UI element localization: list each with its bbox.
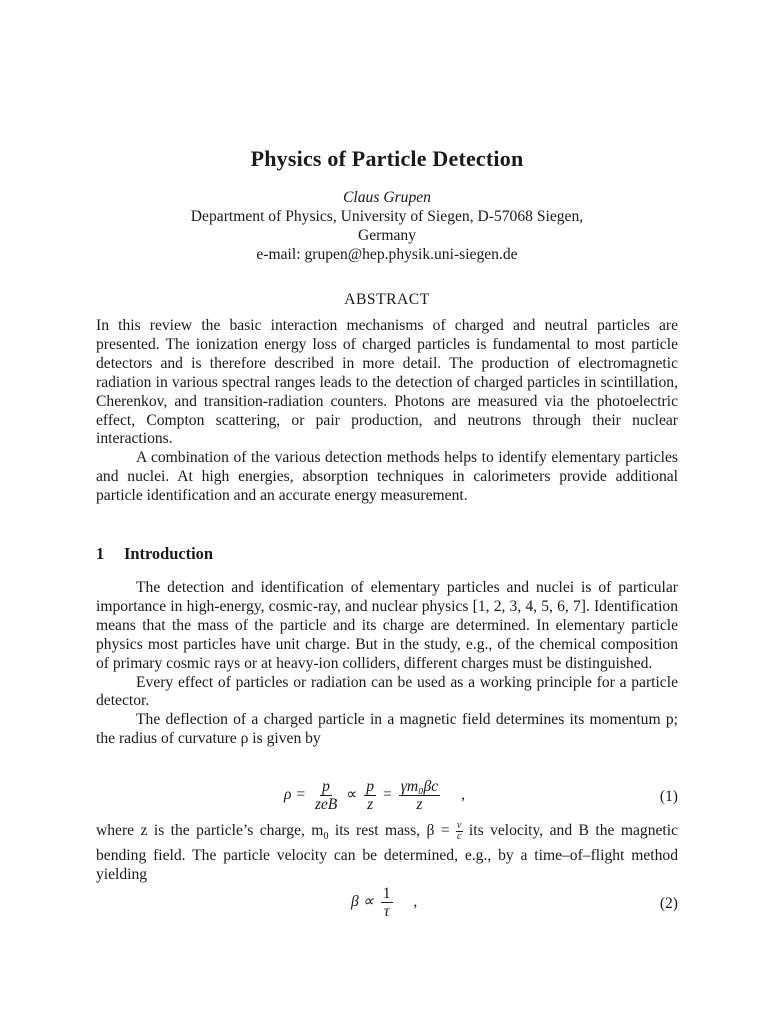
abstract-heading: ABSTRACT	[344, 291, 430, 308]
introduction-body	[96, 579, 678, 749]
eq1-f1-denominator: zeB	[314, 796, 338, 813]
equation-2-number: (2)	[659, 895, 678, 912]
eq2-denominator: τ	[383, 903, 390, 920]
eq2-lhs: β ∝	[351, 893, 374, 911]
eq1-equals: =	[382, 786, 392, 804]
eq1-f2-numerator: p	[366, 778, 375, 795]
para4-part-2: its rest mass, β =	[328, 822, 457, 840]
eq1-proportional: ∝	[346, 786, 358, 804]
m-subscript: 0	[323, 831, 329, 843]
eq1-fraction-2	[364, 778, 376, 813]
intro-paragraph-1: The detection and identification of elementary particles and nuclei is of particular importance in high-energy, cosmic-ray, and nuclear physics [1, 2, 3, 4, 5, 6, 7]. Identification means that the mass of the particle and its charge are determined. In elementary particle physics most particles have unit charge. But in the study, e.g., of the chemical composition of primary cosmic rays or at heavy-ion colliders, different charges must be distinguished.	[96, 579, 678, 672]
para4-part-1: where z is the particle’s charge, m	[96, 822, 324, 840]
intro-paragraph-3: The deflection of a charged particle in a magnetic field determines its momentum p; the radius of curvature ρ is given by	[96, 711, 678, 748]
eq1-f1-numerator: p	[322, 778, 330, 795]
inline-beta-num: v	[457, 820, 462, 831]
equation-1-formula	[284, 778, 465, 813]
abstract-body	[96, 317, 678, 506]
affiliation-line-1: Department of Physics, University of Siegen, D-57068 Siegen,	[190, 208, 584, 225]
author-email: e-mail: grupen@hep.physik.uni-siegen.de	[256, 246, 518, 263]
equation-2-formula	[351, 885, 417, 920]
section-title: Introduction	[124, 544, 213, 563]
intro-paragraph-2: Every effect of particles or radiation can be used as a working principle for a particle detector.	[96, 673, 678, 710]
eq1-fraction-3	[399, 778, 441, 813]
abstract-paragraph-1: In this review the basic interaction mechanisms of charged and neutral particles are presented. The ionization energy loss of charged particles is fundamental to most particle detectors and is therefore described in more detail. The production of electromagnetic radiation in various spectral ranges leads to the detection of charged particles in scintillation, Cherenkov, and transition-radiation counters. Photons are measured via the photoelectric effect, Compton scattering, or pair production, and neutrons through their nuclear interactions.	[96, 317, 678, 448]
eq1-f3-denominator: z	[416, 796, 423, 813]
section-number: 1	[96, 544, 105, 563]
para4-part-3: its velocity, and B the magnetic bending field. The particle velocity can be determined, e.g., by a time–of–flight method yielding	[96, 822, 678, 883]
section-heading-introduction	[96, 545, 213, 564]
author-name: Claus Grupen	[343, 189, 431, 206]
post-equation-1-text	[96, 821, 678, 885]
paper-title: Physics of Particle Detection	[250, 146, 524, 171]
eq1-f2-denominator: z	[367, 796, 374, 813]
eq2-comma: ,	[413, 893, 418, 911]
affiliation-line-2: Germany	[357, 227, 417, 244]
eq2-fraction	[381, 885, 393, 920]
eq2-numerator: 1	[382, 885, 391, 902]
eq1-comma: ,	[461, 786, 466, 804]
eq1-lhs: ρ =	[284, 786, 306, 804]
equation-1-number: (1)	[659, 788, 678, 805]
equation-2	[96, 885, 678, 935]
eq1-f3-numerator: γm₀βc	[400, 778, 439, 795]
abstract-paragraph-2: A combination of the various detection methods helps to identify elementary particles and nuclei. At high energies, absorption techniques in calorimeters provide additional particle identification and an accurate energy measurement.	[96, 449, 678, 505]
intro-paragraph-4	[96, 821, 678, 885]
inline-beta-den: c	[457, 831, 462, 842]
eq1-fraction-1	[313, 778, 340, 813]
